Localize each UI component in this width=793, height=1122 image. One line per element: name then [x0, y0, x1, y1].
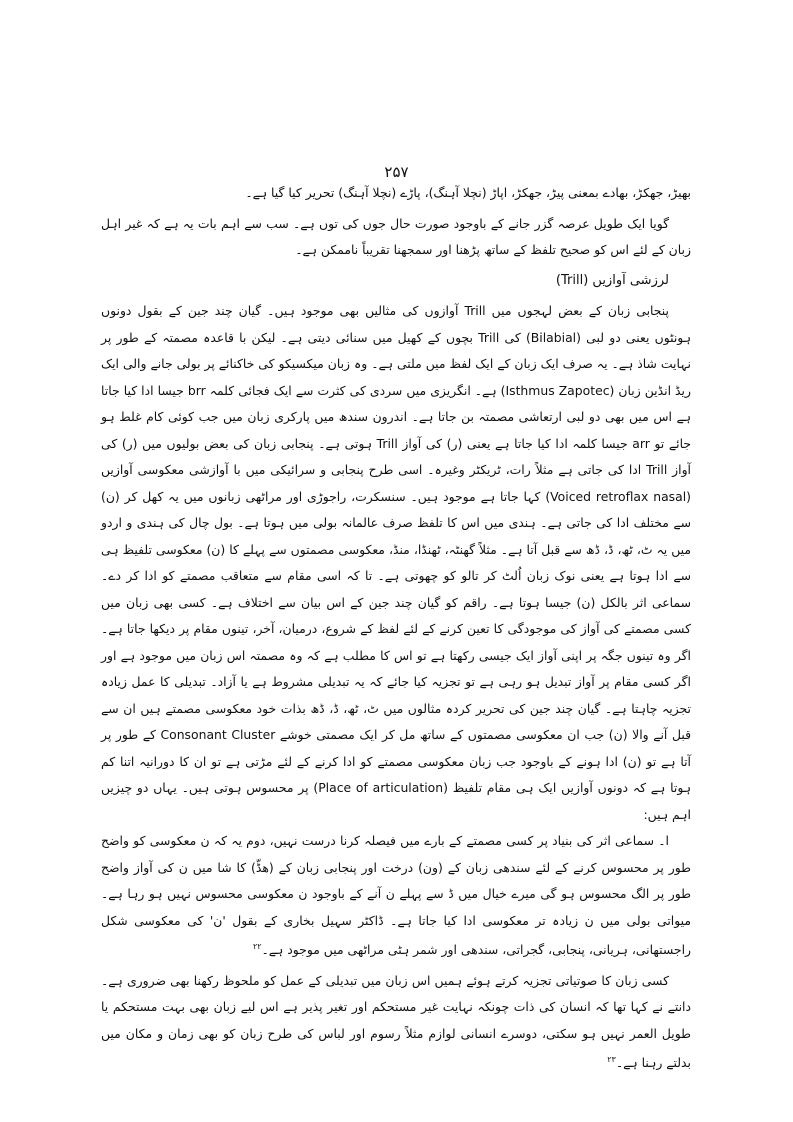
paragraph-2-text: پنجابی زبان کے بعض لہجوں میں Trill آوازوں کی مثالیں بھی موجود ہیں۔ گیان چند جین کے بقول دونوں ہونٹوں یعنی دو لبی (Bilabial) کی Trill بچوں کے کھیل میں سنائی دیتی ہے۔ لیکن با قاعدہ مصمتہ کے طور پر نہایت شاذ ہے۔ یہ صرف ایک زبان کے ایک لفظ میں ملتی ہے۔ وہ زبان میکسیکو کی خاکنائے پر بولی جانے والی ایک ریڈ انڈین زبان (Isthmus Zapotec) ہے۔ انگریزی میں سردی کی کثرت سے ایک فجائی کلمہ brr جیسا ادا کیا جاتا ہے اس میں بھی دو لبی ارتعاشی مصمتہ بن جاتا ہے۔ اندرون سندھ میں پارکری زبان میں جب کوئی کام غلط ہو جائے تو arr جیسا کلمہ ادا کیا جاتا ہے یعنی (ر) کی آواز Trill ہوتی ہے۔ پنجابی زبان کی بعض بولیوں میں (ر) کی آواز Trill ادا کی جاتی ہے مثلاً رات، ٹریکٹر وغیرہ۔ اسی طرح پنجابی و سرائیکی میں با آوازشی معکوسی آوازیں (Voiced retroflax nasal) کہا جاتا ہے موجود ہیں۔ سنسکرت، راجوڑی اور مراٹھی زبانوں میں یہ کھل کر (ن) سے مختلف ادا کی جاتی ہے۔ ہندی میں اس کا تلفظ صرف عالمانہ بولی میں ہوتا ہے۔ بول چال کی ہندی و اردو میں یہ ٹ، ٹھ، ڈ، ڈھ سے قبل آتا ہے۔ مثلاً گھنٹہ، ٹھنڈا، منڈ، معکوسی مصمتوں سے پہلے کا (ن) معکوسی تلفیظ ہی سے ادا ہوتا ہے یعنی نوک زبان اُلٹ کر تالو کو چھوتی ہے۔ تا کہ اسی مقام سے متعاقب مصمتے کو ادا کر دے۔ سماعی اثر بالکل (ن) جیسا ہوتا ہے۔ راقم کو گیان چند جین کے اس بیان سے اختلاف ہے۔ کسی بھی زبان میں کسی مصمتے کی آواز کی موجودگی کا تعین کرنے کے لئے لفظ کے شروع، درمیان، آخر، تینوں مقام پر دیکھا جاتا ہے۔ اگر وہ تینوں جگہ پر اپنی آواز ایک جیسی رکھتا ہے تو اس کا مطلب ہے کہ وہ مصمتہ اس زبان میں موجود ہے اور اگر کسی مقام پر آواز تبدیل ہو رہی ہے تو تجزیہ کیا جائے کہ یہ تبدیلی مشروط ہے یا آزاد۔ تبدیلی کا عمل زیادہ تجزیہ چاہتا ہے۔ گیان چند جین کی تحریر کردہ مثالوں میں ٹ، ٹھ، ڈ، ڈھ بذات خود معکوسی مصمتے ہیں ان سے قبل آنے والا (ن) جب ان معکوسی مصمتوں کے ساتھ مل کر ایک مصمتی خوشے Consonant Cluster کے طور پر آتا ہے تو (ن) ادا ہونے کے باوجود جب زبان معکوسی مصمتے کو ادا کرنے کے لئے مڑتی ہے تو ان کا دورانیہ اتنا کم ہوتا ہے کہ دونوں آوازیں ایک ہی مقام تلفیظ (Place of articulation) پر محسوس ہوتی ہیں۔ یہاں دو چیزیں اہم ہیں: — [101, 303, 692, 822]
paragraph-2 — [101, 298, 691, 828]
section-heading: لرزشی آوازیں (Trill) — [555, 272, 669, 288]
footnote-ref-22: ۲۲ — [252, 942, 262, 951]
body-text — [101, 180, 691, 1077]
paragraph-4 — [101, 968, 691, 1077]
paragraph-3 — [101, 828, 691, 964]
footnote-ref-23: ۲۳ — [607, 1055, 616, 1065]
intro-line: بھیڑ، جھکڑ، بھادے بمعنی پیڑ، جھکڑ، اپاڑ (نچلا آہنگ)، پاڑے (نچلا آہنگ) تحریر کیا گیا ہے۔ — [245, 185, 691, 200]
paragraph-4-text: کسی زبان کا صوتیاتی تجزیہ کرتے ہوئے ہمیں اس زبان میں تبدیلی کے عمل کو ملحوظ رکھنا بھی ضروری ہے۔ دانتے نے کہا تھا کہ انسان کی ذات چونکہ نہایت غیر مستحکم اور تغیر پذیر ہے اس لیے زبان بھی بہت مستحکم یا طویل العمر نہیں ہو سکتی، دوسرے انسانی لوازم مثلاً رسوم اور لباس کی طرح زبان کو بھی زمان و مکان میں بدلتے رہنا ہے۔ — [101, 972, 691, 1071]
paragraph-1: گویا ایک طویل عرصہ گزر جانے کے باوجود صورت حال جوں کی توں ہے۔ سب سے اہم بات یہ ہے کہ غیر اہل زبان کے لئے اس کو صحیح تلفظ کے ساتھ پڑھنا اور سمجھنا تقریباً ناممکن ہے۔ — [101, 215, 691, 257]
paragraph-3-text: ا۔ سماعی اثر کی بنیاد پر کسی مصمتے کے بارے میں فیصلہ کرنا درست نہیں، دوم یہ کہ ن معکوسی کو واضح طور پر محسوس کرنے کے لئے سندھی زبان کے (ون) درخت اور پنجابی زبان کے (ھڈّ) کا شا میں ن کی آواز واضح طور پر الگ محسوس ہو گی میرے خیال میں ڈ سے پہلے ن آنے کے باوجود ن معکوسی محسوس نہیں ہو رہا ہے۔ میواتی بولی میں ن زیادہ تر معکوسی ادا کیا جاتا ہے۔ ڈاکٹر سہیل بخاری کے بقول 'ن' کی معکوسی شکل راجستھانی، ہریانی، پنجابی، گجراتی، سندھی اور شمر ہٹی مراٹھی میں موجود ہے۔ — [101, 833, 691, 958]
page-number: ۲۵۷ — [384, 163, 409, 181]
